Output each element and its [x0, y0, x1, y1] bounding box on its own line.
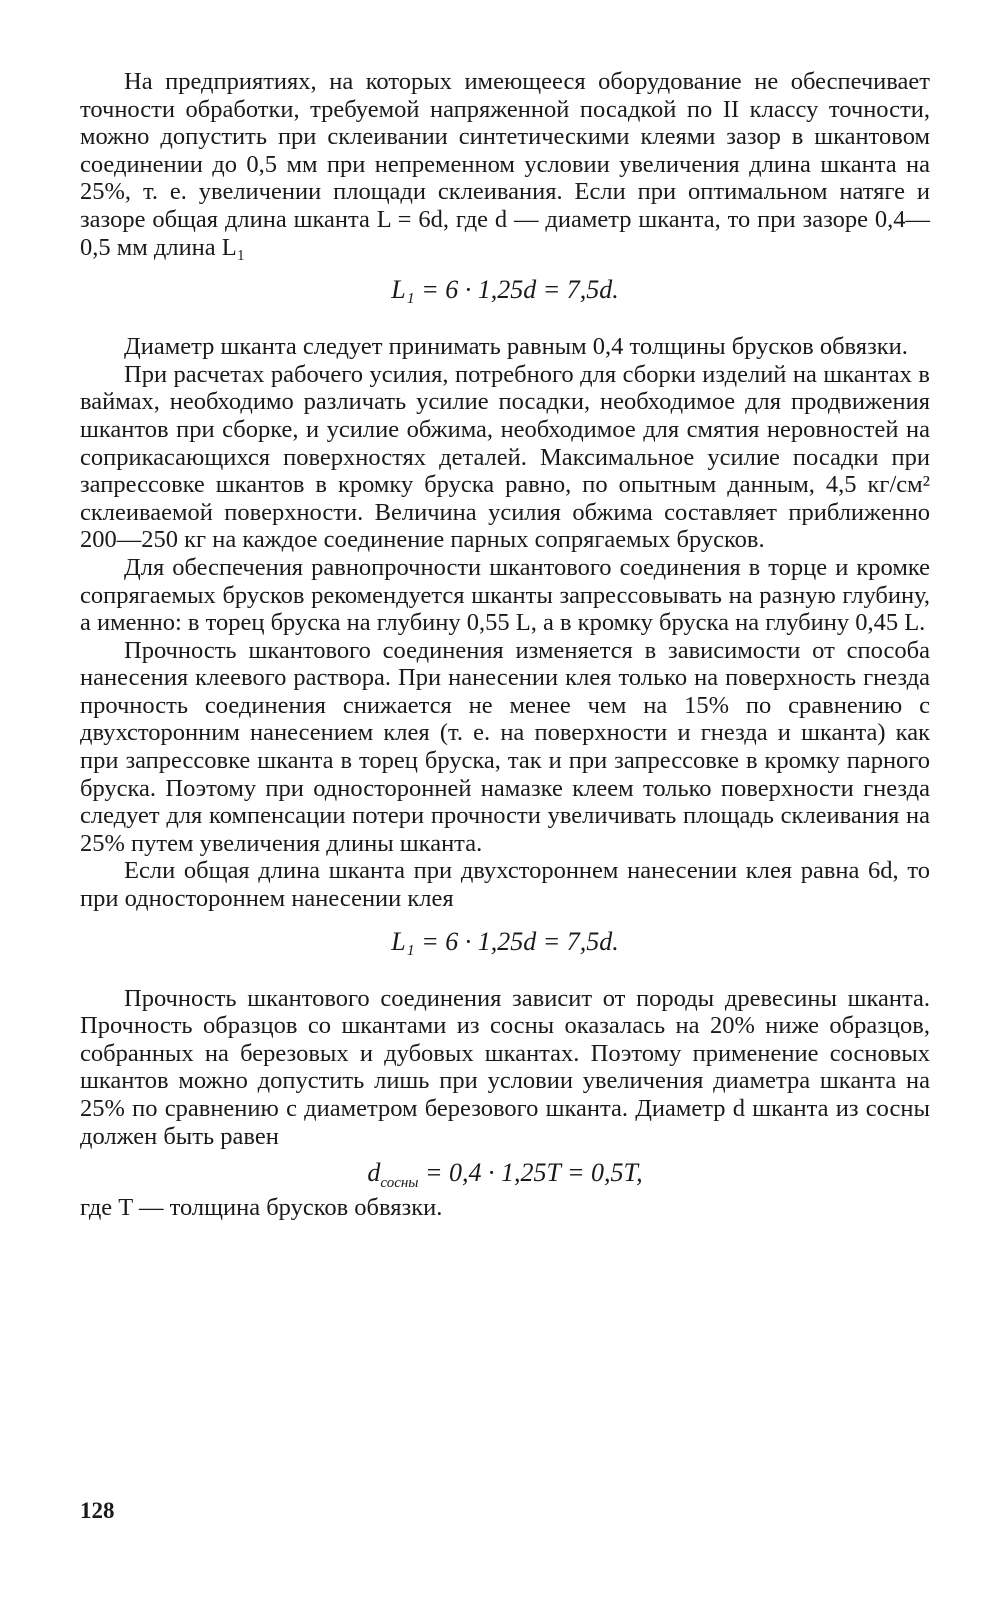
formula-l1-first: L₁ = 6 · 1,25d = 7,5d. — [391, 275, 619, 305]
paragraph-1: На предприятиях, на которых имеющееся оборудование не обеспечивает точности обработки, требуемой напряженной посадкой по II классу точности, можно допустить при склеивании синтетическими клеями зазор в шкантовом соединении до 0,5 мм при непременном условии увеличения длина шканта на 25%, т. е. увеличении площади склеивания. Если при оптимальном натяге и зазоре общая длина шканта L = 6d, где d — диаметр шканта, то при зазоре 0,4—0,5 мм длина L₁ — [80, 68, 930, 261]
paragraph-6: Если общая длина шканта при двухстороннем нанесении клея равна 6d, то при одностороннем нанесении клея — [80, 857, 930, 913]
formula-d-pine — [80, 1158, 930, 1192]
paragraph-7: Прочность шкантового соединения зависит от породы древесины шканта. Прочность образцов со шкантами из сосны оказалась на 20% ниже образцов, собранных на березовых и дубовых шкантах. Поэтому применение сосновых шкантов можно допустить лишь при условии увеличения диаметра шканта на 25% по сравнению с диаметром березового шканта. Диаметр d шканта из сосны должен быть равен — [80, 984, 930, 1150]
paragraph-3: При расчетах рабочего усилия, потребного для сборки изделий на шкантах в ваймах, необходимо различать усилие посадки, необходимое для продвижения шкантов при сборке, и усилие обжима, необходимое для смятия неровностей на соприкасающихся поверхностях деталей. Максимальное усилие посадки при запрессовке шкантов в кромку бруска равно, по опытным данным, 4,5 кг/см² склеиваемой поверхности. Величина усилия обжима составляет приближенно 200—250 кг на каждое соединение парных сопрягаемых брусков. — [80, 360, 930, 554]
formula-d-subscript: сосны — [380, 1175, 419, 1192]
formula-l1-second: L₁ = 6 · 1,25d = 7,5d. — [391, 926, 619, 956]
page-number: 128 — [80, 1498, 115, 1523]
paragraph-4: Для обеспечения равнопрочности шкантового соединения в торце и кромке сопрягаемых брусков рекомендуется шканты запрессовывать на разную глубину, а именно: в торец бруска на глубину 0,55 L, а в кромку бруска на глубину 0,45 L. — [80, 553, 930, 637]
formula-d-lhs: d — [367, 1158, 381, 1188]
page-body — [80, 68, 930, 1222]
formula-d-rhs: = 0,4 · 1,25T = 0,5T, — [418, 1158, 643, 1188]
paragraph-2: Диаметр шканта следует принимать равным 0,4 толщины брусков обвязки. — [124, 333, 908, 361]
paragraph-8: где T — толщина брусков обвязки. — [80, 1194, 443, 1222]
paragraph-5: Прочность шкантового соединения изменяется в зависимости от способа нанесения клеевого раствора. При нанесении клея только на поверхность гнезда прочность соединения снижается не менее чем на 15% по сравнению с двухсторонним нанесением клея (т. е. на поверхности и гнезда и шканта) как при запрессовке шканта в торец бруска, так и при запрессовке в кромку парного бруска. Поэтому при односторонней намазке клеем только поверхности гнезда следует для компенсации потери прочности увеличивать площадь склеивания на 25% путем увеличения длины шканта. — [80, 636, 930, 857]
